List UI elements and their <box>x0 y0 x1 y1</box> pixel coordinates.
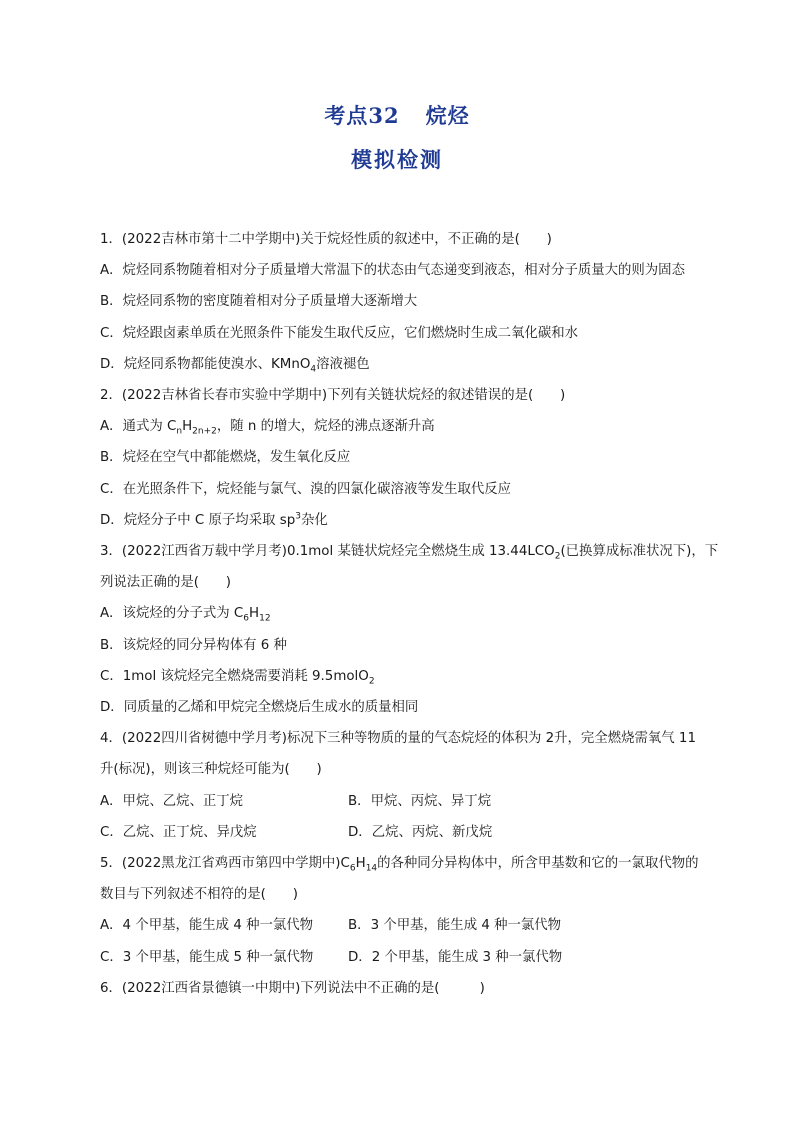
question-3-option-b: B．该烷烃的同分异构体有 6 种 <box>100 637 287 653</box>
question-3-option-a: A．该烷烃的分子式为 $C_6H_{12}$ <box>100 606 271 625</box>
question-1-option-d: D．烷烃同系物都能使溴水、KMnO$_4$溶液褪色 <box>100 356 370 375</box>
question-4-option-c: C．乙烷、正丁烷、异戊烷 <box>100 824 257 840</box>
page-subtitle: 模拟检测 <box>351 147 443 172</box>
question-1-option-c: C．烷烃跟卤素单质在光照条件下能发生取代反应，它们燃烧时生成二氧化碳和水 <box>100 325 579 341</box>
question-4-stem-line-2: 升(标况)，则该三种烷烃可能为( ) <box>100 762 322 778</box>
question-list <box>100 224 720 1004</box>
question-2-option-b: B．烷烃在空气中都能燃烧，发生氧化反应 <box>100 450 351 466</box>
question-5-option-a: A．4 个甲基，能生成 4 种一氯代物 <box>100 918 314 934</box>
question-4-stem-line-1: 4．(2022四川省树德中学月考)标况下三种等物质的量的气态烷烃的体积为 2升，完全燃烧需氧气 11 <box>100 731 696 747</box>
question-4-option-d: D．乙烷、丙烷、新戊烷 <box>348 824 493 840</box>
topic-name: 烷烃 <box>425 103 470 128</box>
question-1-stem: 1．(2022吉林市第十二中学期中)关于烷烃性质的叙述中，不正确的是( ) <box>100 232 552 247</box>
question-2-option-d: D．烷烃分子中 C 原子均采取 $sp^3$杂化 <box>100 511 328 528</box>
question-5-option-d: D．2 个甲基，能生成 3 种一氯代物 <box>348 949 563 965</box>
question-2-stem: 2．(2022吉林省长春市实验中学期中)下列有关链状烷烃的叙述错误的是( ) <box>100 388 566 404</box>
question-1-option-b: B．烷烃同系物的密度随着相对分子质量增大逐渐增大 <box>100 294 418 310</box>
question-4-option-a: A．甲烷、乙烷、正丁烷 <box>100 793 244 809</box>
question-3-stem-line-2: 列说法正确的是( ) <box>100 575 231 591</box>
question-6-stem: 6．(2022江西省景德镇一中期中)下列说法中不正确的是( ) <box>100 980 485 996</box>
question-3-option-d: D．同质量的乙烯和甲烷完全燃烧后生成水的质量相同 <box>100 700 419 716</box>
question-4-option-b: B．甲烷、丙烷、异丁烷 <box>348 793 492 809</box>
question-3-option-c: C．1mol 该烷烃完全燃烧需要消耗 9.5molO$_2$ <box>100 668 375 687</box>
question-5-stem-line-1: 5．(2022黑龙江省鸡西市第四中学期中)$C_6H_{14}$的各种同分异构体中，所含甲基数和它的一氯取代物的 <box>100 856 699 874</box>
question-5-option-c: C．3 个甲基，能生成 5 种一氯代物 <box>100 949 314 965</box>
question-2-option-a: A．通式为 $C_nH_{2n+2}$，随 n 的增大，烷烃的沸点逐渐升高 <box>100 419 435 437</box>
question-3-stem-line-1: 3．(2022江西省万载中学月考)0.1mol 某链状烷烃完全燃烧生成 $13.44LCO_2$(已换算成标准状况下)，下 <box>100 544 719 562</box>
question-5-options-row-1 <box>100 910 720 941</box>
page-title <box>0 100 794 130</box>
question-5-options-row-2 <box>100 942 720 973</box>
question-5-stem-line-2: 数目与下列叙述不相符的是( ) <box>100 887 298 903</box>
topic-number: 考点32 <box>324 103 400 128</box>
question-1-option-a: A．烷烃同系物随着相对分子质量增大常温下的状态由气态递变到液态，相对分子质量大的则为固态 <box>100 263 685 279</box>
question-2-option-c: C．在光照条件下，烷烃能与氯气、溴的四氯化碳溶液等发生取代反应 <box>100 481 512 497</box>
question-4-options-row-2 <box>100 817 720 848</box>
question-5-option-b: B．3 个甲基，能生成 4 种一氯代物 <box>348 918 562 934</box>
question-4-options-row-1 <box>100 786 720 817</box>
